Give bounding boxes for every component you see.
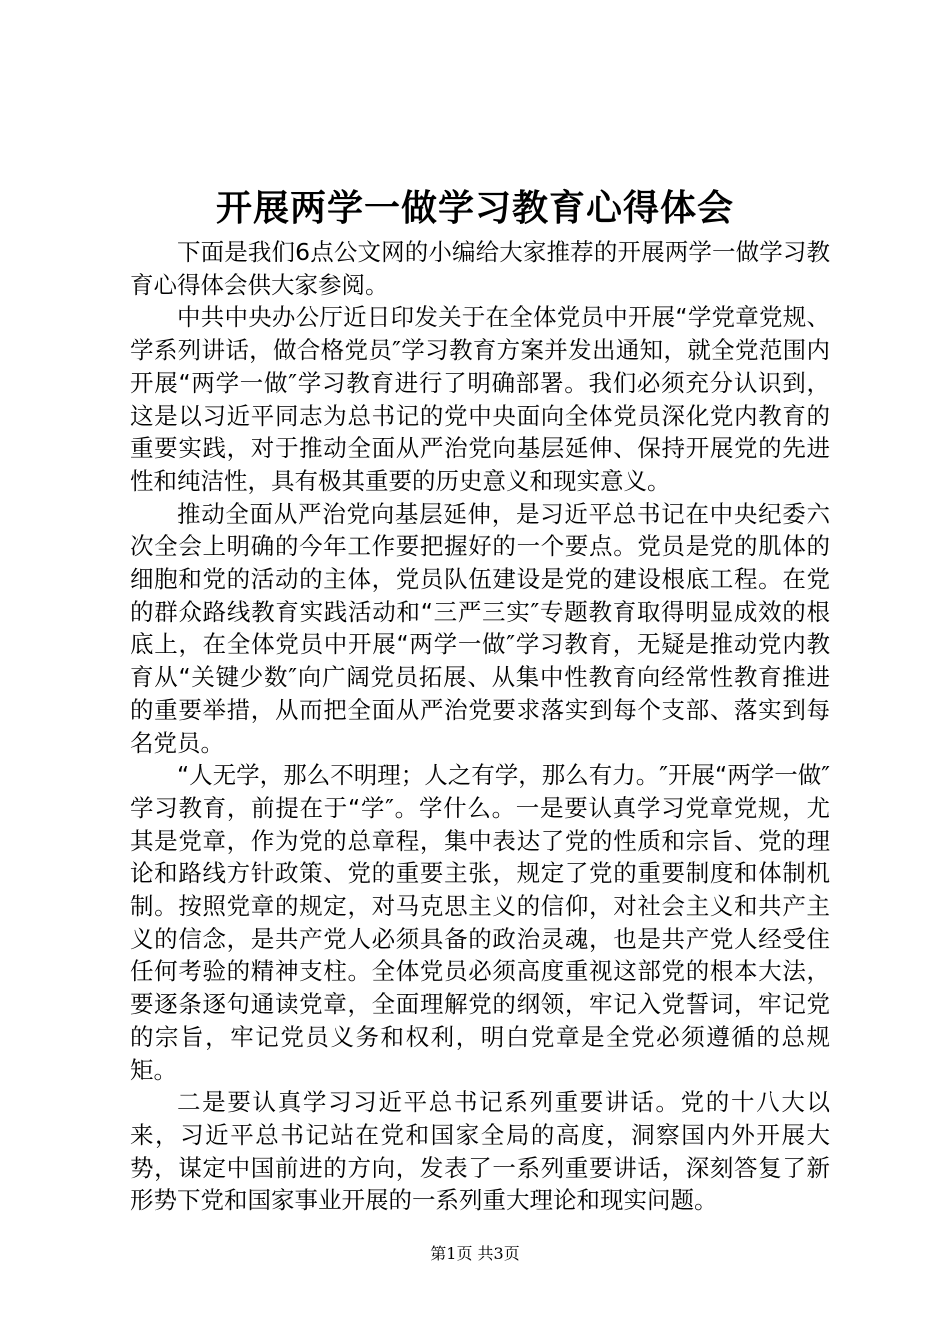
paragraph-intro: 下面是我们6点公文网的小编给大家推荐的开展两学一做学习教育心得体会供大家参阅。 — [130, 238, 830, 299]
paragraph-notice: 中共中央办公厅近日印发关于在全体党员中开展“学党章党规、学系列讲话，做合格党员″学习教育方案并发出通知，就全党范围内开展“两学一做″学习教育进行了明确部署。我们必须充分认识到，这是以习近平同志为总书记的党中央面向全体党员深化党内教育的重要实践，对于推动全面从严治党向基层延伸、保持开展党的先进性和纯洁性，具有极其重要的历史意义和现实意义。 — [130, 303, 830, 495]
page-number-footer: 第1页 共3页 — [430, 1244, 520, 1263]
paragraph-extension: 推动全面从严治党向基层延伸，是习近平总书记在中央纪委六次全会上明确的今年工作要把握好的一个要点。党员是党的肌体的细胞和党的活动的主体，党员队伍建设是党的建设根底工程。在党的群众路线教育实践活动和“三严三实″专题教育取得明显成效的根底上，在全体党员中开展“两学一做″学习教育，无疑是推动党内教育从“关键少数″向广阔党员拓展、从集中性教育向经常性教育推进的重要举措，从而把全面从严治党要求落实到每个支部、落实到每名党员。 — [130, 499, 830, 757]
paragraph-study-charter: “人无学，那么不明理；人之有学，那么有力。″开展“两学一做″学习教育，前提在于“学″。学什么。一是要认真学习党章党规，尤其是党章，作为党的总章程，集中表达了党的性质和宗旨、党的理论和路线方针政策、党的重要主张，规定了党的重要制度和体制机制。按照党章的规定，对马克思主义的信仰，对社会主义和共产主义的信念，是共产党人必须具备的政治灵魂，也是共产党人经受住任何考验的精神支柱。全体党员必须高度重视这部党的根本大法，要逐条逐句通读党章，全面理解党的纲领，牢记入党誓词，牢记党的宗旨，牢记党员义务和权利，明白党章是全党必须遵循的总规矩。 — [130, 761, 830, 1084]
document-title: 开展两学一做学习教育心得体会 — [215, 187, 734, 229]
document-body — [130, 236, 830, 1217]
paragraph-study-speeches: 二是要认真学习习近平总书记系列重要讲话。党的十八大以来，习近平总书记站在党和国家全局的高度，洞察国内外开展大势，谋定中国前进的方向，发表了一系列重要讲话，深刻答复了新形势下党和国家事业开展的一系列重大理论和现实问题。 — [130, 1088, 830, 1215]
